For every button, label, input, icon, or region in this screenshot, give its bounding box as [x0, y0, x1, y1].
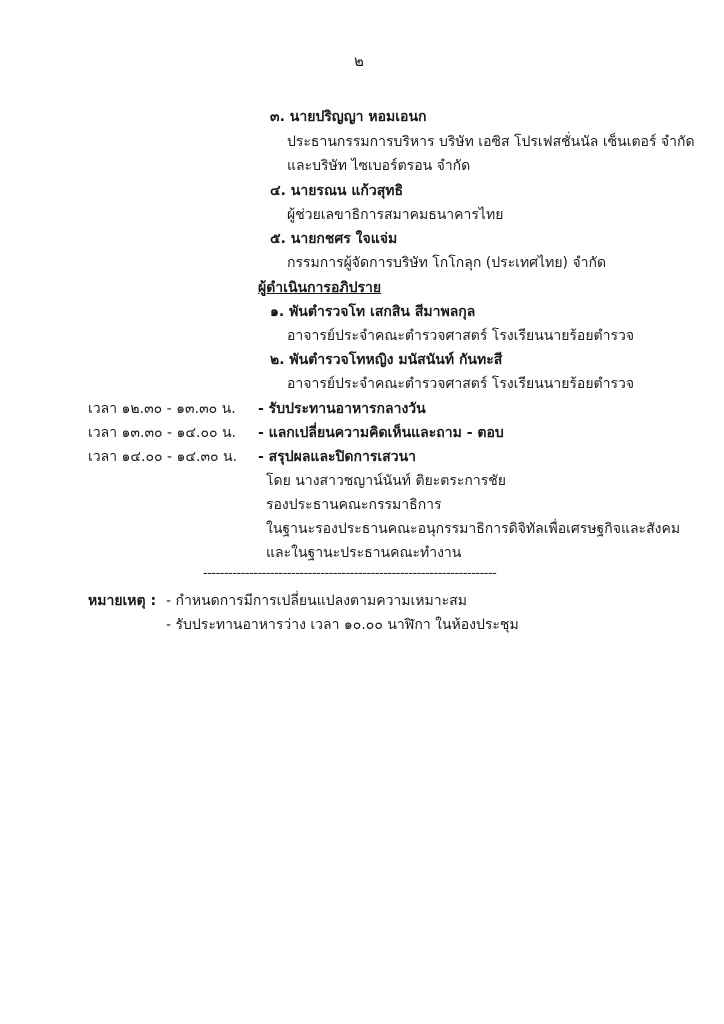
panelist-4-role: ผู้ช่วยเลขาธิการสมาคมธนาคารไทย	[287, 207, 504, 223]
panelist-3-role-1: ประธานกรรมการบริหาร บริษัท เอซิส โปรเฟสชั่นนัล เซ็นเตอร์ จำกัด	[287, 134, 695, 150]
schedule-time-3: เวลา ๑๔.๐๐ - ๑๔.๓๐ น.	[88, 449, 238, 465]
moderator-2-role: อาจารย์ประจำคณะตำรวจศาสตร์ โรงเรียนนายร้อยตำรวจ	[287, 376, 635, 392]
panelist-3-name: ๓. นายปริญญา หอมเอนก	[270, 109, 427, 125]
schedule-time-1: เวลา ๑๒.๓๐ - ๑๓.๓๐ น.	[88, 401, 236, 417]
panelist-5-name: ๕. นายกชศร ใจแจ่ม	[270, 231, 398, 247]
remark-item-2: - รับประทานอาหารว่าง เวลา ๑๐.๐๐ นาฬิกา ในห้องประชุม	[166, 617, 519, 633]
schedule-activity-3: - สรุปผลและปิดการเสวนา	[258, 449, 416, 465]
closing-by-name: โดย นางสาวชญาน์นันท์ ติยะตระการชัย	[266, 473, 506, 489]
panelist-4-name: ๔. นายรณน แก้วสุทธิ	[270, 183, 404, 199]
schedule-time-2: เวลา ๑๓.๓๐ - ๑๔.๐๐ น.	[88, 425, 237, 441]
closing-by-title-1: รองประธานคณะกรรมาธิการ	[266, 497, 442, 513]
separator-line: ----------------------------------------------------------------------	[203, 566, 497, 581]
moderator-2-name: ๒. พันตำรวจโทหญิง มนัสนันท์ กันทะสี	[270, 352, 503, 368]
closing-by-title-3: และในฐานะประธานคณะทำงาน	[266, 545, 462, 561]
closing-by-title-2: ในฐานะรองประธานคณะอนุกรรมาธิการดิจิทัลเพื่อเศรษฐกิจและสังคม	[266, 521, 681, 537]
moderator-1-name: ๑. พันตำรวจโท เสกสิน สีมาพลกุล	[270, 304, 476, 320]
remarks-label: หมายเหตุ :	[88, 593, 157, 609]
moderator-1-role: อาจารย์ประจำคณะตำรวจศาสตร์ โรงเรียนนายร้อยตำรวจ	[287, 328, 635, 344]
panelist-3-role-2: และบริษัท ไซเบอร์ตรอน จำกัด	[287, 158, 471, 174]
moderators-heading: ผู้ดำเนินการอภิปราย	[258, 280, 382, 296]
page-number: ๒	[354, 52, 364, 70]
panelist-5-role: กรรมการผู้จัดการบริษัท โกโกลุก (ประเทศไทย) จำกัด	[287, 255, 607, 271]
remark-item-1: - กำหนดการมีการเปลี่ยนแปลงตามความเหมาะสม	[166, 593, 467, 609]
schedule-activity-1: - รับประทานอาหารกลางวัน	[258, 401, 426, 417]
schedule-activity-2: - แลกเปลี่ยนความคิดเห็นและถาม - ตอบ	[258, 425, 504, 441]
